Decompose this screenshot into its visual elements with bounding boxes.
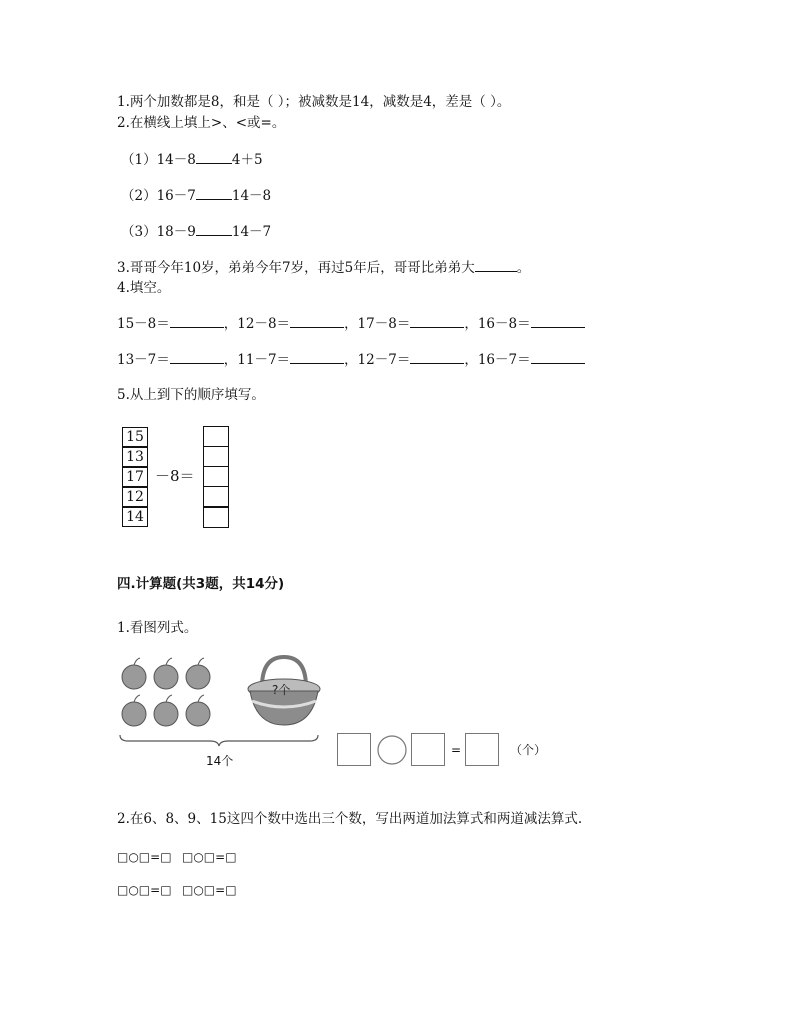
- number-box: 13: [122, 447, 148, 467]
- answer-blank[interactable]: [196, 223, 232, 236]
- apple-icon: [154, 695, 178, 726]
- equation-template[interactable]: □○□=□: [117, 883, 172, 897]
- q2-item-1: [121, 151, 263, 168]
- q2-item-3-left: （3）18－9: [121, 224, 196, 240]
- q4-expr: ，17－8＝: [344, 316, 411, 332]
- question-3-text: 3.哥哥今年10岁，弟弟今年7岁，再过5年后，哥哥比弟弟大: [117, 260, 475, 276]
- q4-expr: 15－8＝: [117, 316, 170, 332]
- q4-expr: ，12－7＝: [344, 352, 411, 368]
- total-brace: [118, 733, 320, 747]
- answer-blank[interactable]: [410, 351, 464, 364]
- answer-box[interactable]: [203, 466, 229, 487]
- q4-expr: 13－7＝: [117, 352, 170, 368]
- answer-blank[interactable]: [196, 187, 232, 200]
- apple-icon: [122, 658, 146, 689]
- question-3-end: 。: [516, 260, 531, 276]
- apple-icon: [154, 658, 178, 689]
- answer-blank[interactable]: [170, 315, 224, 328]
- answer-blank[interactable]: [196, 151, 232, 164]
- q2-item-2-right: 14－8: [231, 188, 272, 204]
- question-2-title: 2.在横线上填上>、<或=。: [117, 115, 286, 131]
- section-heading: 四.计算题(共3题，共14分): [117, 576, 285, 592]
- q2-item-2: [121, 187, 271, 204]
- number-box: 15: [122, 427, 148, 447]
- equation-template[interactable]: □○□=□: [182, 883, 237, 897]
- apple-icon: [186, 658, 210, 689]
- answer-box[interactable]: [203, 426, 229, 447]
- q4-expr: ，11－7＝: [223, 352, 291, 368]
- operator-circle[interactable]: [376, 734, 408, 766]
- answer-blank[interactable]: [531, 315, 585, 328]
- q4-row-2: [117, 351, 585, 368]
- q2-item-1-left: （1）14－8: [121, 152, 196, 168]
- calc-2-title: 2.在6、8、9、15这四个数中选出三个数，写出两道加法算式和两道减法算式.: [117, 811, 583, 827]
- q4-expr: ，12－8＝: [223, 316, 291, 332]
- q2-item-3: [121, 223, 271, 240]
- equation-template[interactable]: □○□=□: [182, 850, 237, 864]
- number-box: 12: [122, 487, 148, 507]
- q2-item-2-left: （2）16－7: [121, 188, 196, 204]
- question-4-title: 4.填空。: [117, 280, 171, 296]
- answer-box[interactable]: [203, 446, 229, 467]
- q4-expr: ，16－8＝: [464, 316, 531, 332]
- answer-box[interactable]: [203, 507, 229, 528]
- q2-item-1-right: 4＋5: [231, 152, 263, 168]
- unit-label: （个）: [510, 743, 547, 757]
- answer-blank[interactable]: [290, 315, 344, 328]
- answer-box[interactable]: [203, 486, 229, 507]
- q4-expr: ，16－7＝: [464, 352, 531, 368]
- question-5-title: 5.从上到下的顺序填写。: [117, 387, 265, 403]
- number-box: 17: [122, 467, 148, 487]
- calc-1-title: 1.看图列式。: [117, 620, 198, 636]
- apple-icon: [122, 695, 146, 726]
- answer-square[interactable]: [337, 733, 371, 766]
- q2-item-3-right: 14－7: [231, 224, 272, 240]
- apple-icon: [186, 695, 210, 726]
- question-3: [117, 259, 530, 276]
- answer-blank[interactable]: [475, 259, 517, 272]
- q4-row-1: [117, 315, 585, 332]
- number-box: 14: [122, 507, 148, 527]
- answer-blank[interactable]: [531, 351, 585, 364]
- answer-blank[interactable]: [410, 315, 464, 328]
- basket-label: ?个: [272, 683, 291, 697]
- answer-square[interactable]: [465, 733, 499, 766]
- total-label: 14个: [206, 754, 234, 768]
- question-1: 1.两个加数都是8，和是（ ）；被减数是14，减数是4，差是（ ）。: [117, 94, 511, 110]
- answer-square[interactable]: [411, 733, 445, 766]
- answer-blank[interactable]: [170, 351, 224, 364]
- equation-template[interactable]: □○□=□: [117, 850, 172, 864]
- minus-eight-operator: －8＝: [155, 467, 195, 485]
- answer-blank[interactable]: [290, 351, 344, 364]
- equals-sign: =: [451, 743, 462, 757]
